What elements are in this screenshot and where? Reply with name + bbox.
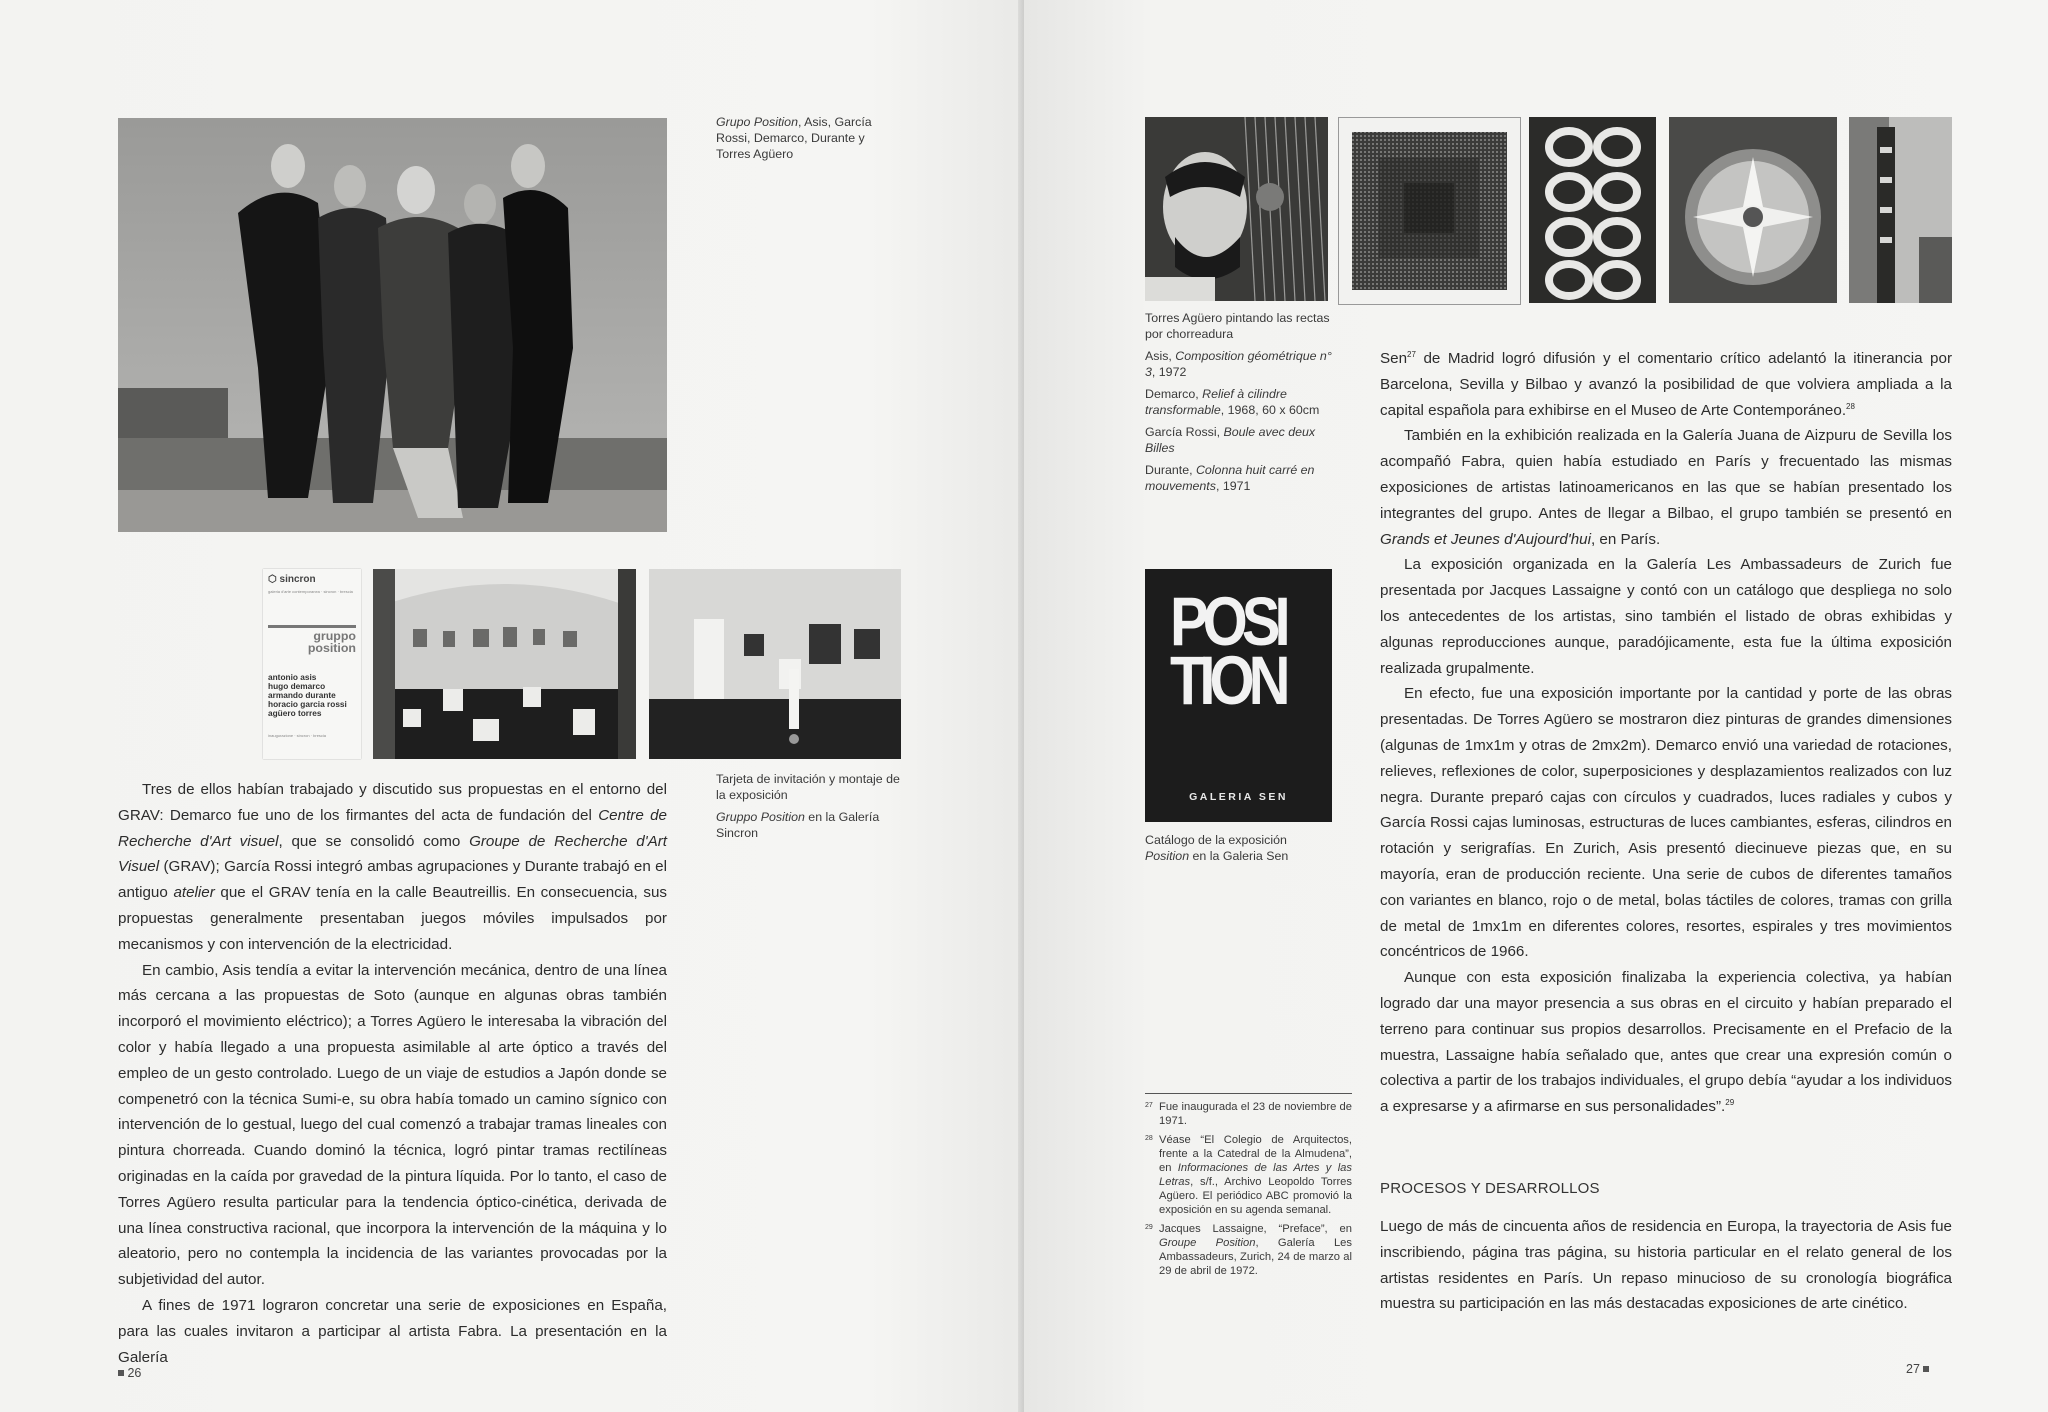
card-small-text: galeria d'arte contemporanea · sincron · brescia [268, 589, 353, 594]
artwork-photo-demarco [1529, 117, 1656, 303]
page-number-left [118, 1366, 141, 1380]
text-run: (GRAV); García Rossi integró ambas agrupaciones y Durante trabajó en el antiguo [118, 858, 667, 902]
footnote-number: 29 [1145, 1224, 1153, 1231]
text-run-italic: Groupe de Recherche d'Art Visuel [118, 832, 667, 876]
footnotes [1145, 1100, 1352, 1283]
artwork-caption [1145, 424, 1335, 456]
card-brand-text: sincron [279, 574, 316, 585]
catalog-caption-text: en la Galeria Sen [1189, 849, 1289, 863]
text-run-italic: Grands et Jeunes d'Aujourd'hui [1380, 530, 1591, 548]
artwork-image-4 [1669, 117, 1837, 303]
folio-number: 27 [1906, 1362, 1920, 1376]
artwork-photo-torres [1145, 117, 1328, 301]
artwork-captions [1145, 310, 1335, 500]
text-run: , que se consolidó como [278, 832, 470, 850]
footnote-text: Véase “El Colegio de Arquitectos, frente a la Catedral de la Almudena”, en [1159, 1134, 1352, 1174]
exhibition-caption-text: en la Galería Sincron [716, 810, 880, 840]
invitation-card [263, 569, 361, 759]
text-run: , en París. [1590, 530, 1661, 548]
folio-square [1923, 1366, 1929, 1372]
text-run: Aunque con esta exposición finalizaba la experiencia colectiva, ya habían logrado dar una mayor presencia a sus obras en el circuito y habían preparado el terreno para continuar sus propios desarrollos. Precisamente en el Prefacio de la muestra, Lassaigne había señalado que, antes que crear una expresión común o colectiva a partir de los trabajos individuales, el grupo debía “ayudar a los individuos a expresarse y a afirmarse en sus personalidades”. [1380, 969, 1952, 1116]
footnote-text: , s/f., Archivo Leopoldo Torres Agüero. El periódico ABC promovió la exposición en su agenda semanal. [1159, 1176, 1352, 1216]
caption-run-italic: Composition géométrique n° 3 [1145, 349, 1332, 379]
caption-run: Demarco, [1145, 387, 1203, 401]
right-body-text [1380, 346, 1952, 1120]
footnote [1145, 1100, 1352, 1128]
catalog-cover [1145, 569, 1332, 822]
artwork-photo-durante [1849, 117, 1952, 303]
footnote-ref: 29 [1725, 1098, 1735, 1108]
caption-run: Durante, [1145, 463, 1196, 477]
footnote-text-italic: Informaciones de las Artes y las Letras [1159, 1162, 1352, 1188]
catalog-caption-line2 [1145, 848, 1335, 864]
card-name: hugo demarco [268, 681, 326, 691]
text-run: También en la exhibición realizada en la Galería Juana de Aizpuru de Sevilla los acompañó Fabra, quien había estudiado en París y frecuentado las mismas exposiciones de artistas latinoamericanos en las que se habían presentado los integrantes del grupo. Antes de llegar a Bilbao, el grupo también se presentó en [1380, 427, 1952, 522]
footnote-text: , Galería Les Ambassadeurs, Zurich, 24 de marzo al 29 de abril de 1972. [1159, 1237, 1352, 1277]
caption-run-italic: Boule avec deux Billes [1145, 425, 1316, 455]
artwork-photo-garcia-rossi [1669, 117, 1837, 303]
caption-text: , Asis, García Rossi, Demarco, Durante y Torres Agüero [716, 115, 872, 161]
exhibition-caption [716, 771, 906, 847]
page-number-right [1906, 1362, 1929, 1376]
body-paragraph [1380, 423, 1952, 552]
group-photo-caption [716, 114, 886, 162]
body-paragraph [118, 777, 667, 958]
card-name: antonio asis [268, 672, 317, 682]
card-footer: inaugurazione · sincron · brescia [268, 733, 327, 738]
body-paragraph: En cambio, Asis tendía a evitar la intervención mecánica, dentro de una línea más cercana a las propuestas de Soto (aunque en algunas obras también incorporó el movimiento eléctrico); a Torres Agüero le interesaba la vibración del color y había llegado a una propuesta asimilable al arte óptico a través del empleo de un gesto controlado. Luego de un viaje de estudios a Japón donde se compenetró con la técnica Sumi-e, su obra había tomado un camino sígnico con intervención de lo gestual, luego del cual comenzó a trabajar tramas lineales con pintura chorreada. Cuando dominó la técnica, logró pintar tramas rectilíneas originadas en la caída por gravedad de la pintura líquida. Por lo tanto, el caso de Torres Agüero resulta particular para la tendencia óptico-cinética, derivada de una línea constructiva racional, que incorpora la intervención de la máquina y lo aleatorio, pero no contempla la incidencia de las variantes provocadas por la subjetividad del autor. [118, 961, 667, 1289]
text-run-italic: Centre de Recherche d'Art visuel [118, 806, 667, 850]
group-photo-image [118, 118, 667, 532]
gallery-installation-photo-1 [373, 569, 636, 759]
body-paragraph [1380, 965, 1952, 1120]
text-run: de Madrid logró difusión y el comentario crítico adelantó la itinerancia por Barcelona, Sevilla y Bilbao y avanzó la posibilidad de que volviera ampliada a la capital española para exhibirse en el Museo de Arte Contemporáneo. [1380, 350, 1952, 419]
catalog-caption-italic: Position [1145, 849, 1190, 863]
catalog-gallery-name: GALERIA SEN [1189, 791, 1288, 803]
footnote-ref: 27 [1407, 350, 1416, 359]
body-paragraph: En efecto, fue una exposición importante por la cantidad y porte de las obras presentadas. De Torres Agüero se mostraron diez pinturas de grandes dimensiones (algunas de 1mx1m y otras de 2mx2m). Demarco envió una variedad de rotaciones, relieves, reflexiones de color, superposiciones y desplazamientos realizados con luz negra. Durante preparó cajas con círculos y cuadrados, luces radiales y cubos y García Rossi cajas luminosas, estructuras de luces cambiantes, esferas, cilindros en rotación y serigrafías. En Zurich, Asis presentó diecinueve piezas que, en su mayoría, eran de producción reciente. Una serie de cubos de diferentes tamaños con variantes en blanco, rojo o de metal, bolas táctiles de colores, tramas con grilla de metal de 1mx1m en diferentes colores, resortes, espirales y tres movimientos concéntricos de 1966. [1380, 685, 1952, 961]
body-paragraph: La exposición organizada en la Galería Les Ambassadeurs de Zurich fue presentada por Jacques Lassaigne y contó con un catálogo que despliega no solo los antecedentes de los artistas, sino también el listado de obras exhibidas y algunas reproducciones aunque, paradójicamente, esta fue la última exposición realizada grupalmente. [1380, 556, 1952, 677]
body-paragraph: A fines de 1971 lograron concretar una serie de exposiciones en España, para las cuales invitaron a participar al artista Fabra. La presentación en la Galería [118, 1296, 667, 1366]
artwork-caption: Torres Agüero pintando las rectas por chorreadura [1145, 311, 1330, 341]
text-run: que el GRAV tenía en la calle Beautreillis. En consecuencia, sus propuestas generalmente presentaban juegos móviles impulsados por mecanismos y con intervención de la electricidad. [118, 884, 668, 953]
artwork-caption [1145, 386, 1335, 418]
card-name: agüero torres [268, 708, 322, 718]
footnote-text: Jacques Lassaigne, “Preface”, en [1159, 1223, 1352, 1235]
card-title-line2: position [307, 641, 356, 655]
card-brand: ⬡ sincron [268, 574, 316, 585]
footnote-text-italic: Groupe Position [1159, 1237, 1256, 1249]
body-paragraph: Luego de más de cincuenta años de residencia en Europa, la trayectoria de Asis fue inscribiendo, página tras página, su historia particular en el relato general de los artistas residentes en París. Un repaso minucioso de su cronología biográfica muestra su participación en las más destacadas exposiciones de arte cinético. [1380, 1218, 1952, 1313]
caption-run: García Rossi, [1145, 425, 1224, 439]
installation-image-1 [373, 569, 636, 759]
artwork-caption [1145, 348, 1335, 380]
catalog-caption [1145, 832, 1335, 864]
position-logo [1170, 583, 1307, 720]
closing-text [1380, 1214, 1952, 1317]
caption-run-italic: Colonna huit carré en mouvements [1145, 463, 1315, 493]
footnote-number: 27 [1145, 1102, 1153, 1109]
footnote-number: 28 [1145, 1135, 1153, 1142]
left-body-text [118, 777, 667, 1370]
artwork-caption [1145, 462, 1335, 494]
text-run: Sen [1380, 350, 1408, 367]
caption-run: , 1972 [1151, 365, 1187, 379]
exhibition-caption-line1: Tarjeta de invitación y montaje de la exposición [716, 772, 900, 802]
caption-italic: Grupo Position [716, 115, 798, 129]
right-page [1024, 0, 2048, 1412]
catalog-caption-line1: Catálogo de la exposición [1145, 833, 1287, 847]
caption-run: , 1971 [1215, 479, 1251, 493]
group-photo [118, 118, 667, 532]
exhibition-caption-italic: Gruppo Position [716, 810, 805, 824]
artwork-image-3 [1529, 117, 1656, 303]
card-names [268, 673, 356, 718]
artwork-photo-asis [1338, 117, 1521, 305]
installation-image-2 [649, 569, 901, 759]
logo-line2: TION [1170, 642, 1285, 720]
gallery-installation-photo-2 [649, 569, 901, 759]
text-run-italic: atelier [173, 884, 215, 902]
card-title-line1: gruppo [313, 629, 356, 643]
logo-line1: POSI [1170, 583, 1285, 661]
card-name: armando durante [268, 690, 336, 700]
caption-run: Asis, [1145, 349, 1176, 363]
folio-square [118, 1370, 124, 1376]
text-run: Tres de ellos habían trabajado y discutido sus propuestas en el entorno del GRAV: Demarco fue uno de los firmantes del acta de fundación del [118, 781, 667, 824]
card-title [268, 625, 356, 654]
exhibition-caption-line2 [716, 809, 906, 841]
footnote-rule [1145, 1093, 1352, 1094]
caption-run-italic: Relief à cilindre transformable [1145, 387, 1287, 417]
footnote [1145, 1133, 1352, 1217]
footnote-ref: 28 [1846, 401, 1855, 411]
folio-number: 26 [127, 1366, 142, 1380]
artwork-image-2 [1339, 118, 1520, 304]
artwork-image-5 [1849, 117, 1952, 303]
footnote [1145, 1222, 1352, 1278]
artwork-image-1 [1145, 117, 1328, 301]
caption-run: , 1968, 60 x 60cm [1220, 403, 1320, 417]
section-heading: PROCESOS Y DESARROLLOS [1380, 1180, 1600, 1197]
footnote-text: Fue inaugurada el 23 de noviembre de 1971. [1159, 1101, 1352, 1127]
body-paragraph [1380, 346, 1952, 423]
card-name: horacio garcia rossi [268, 699, 347, 709]
